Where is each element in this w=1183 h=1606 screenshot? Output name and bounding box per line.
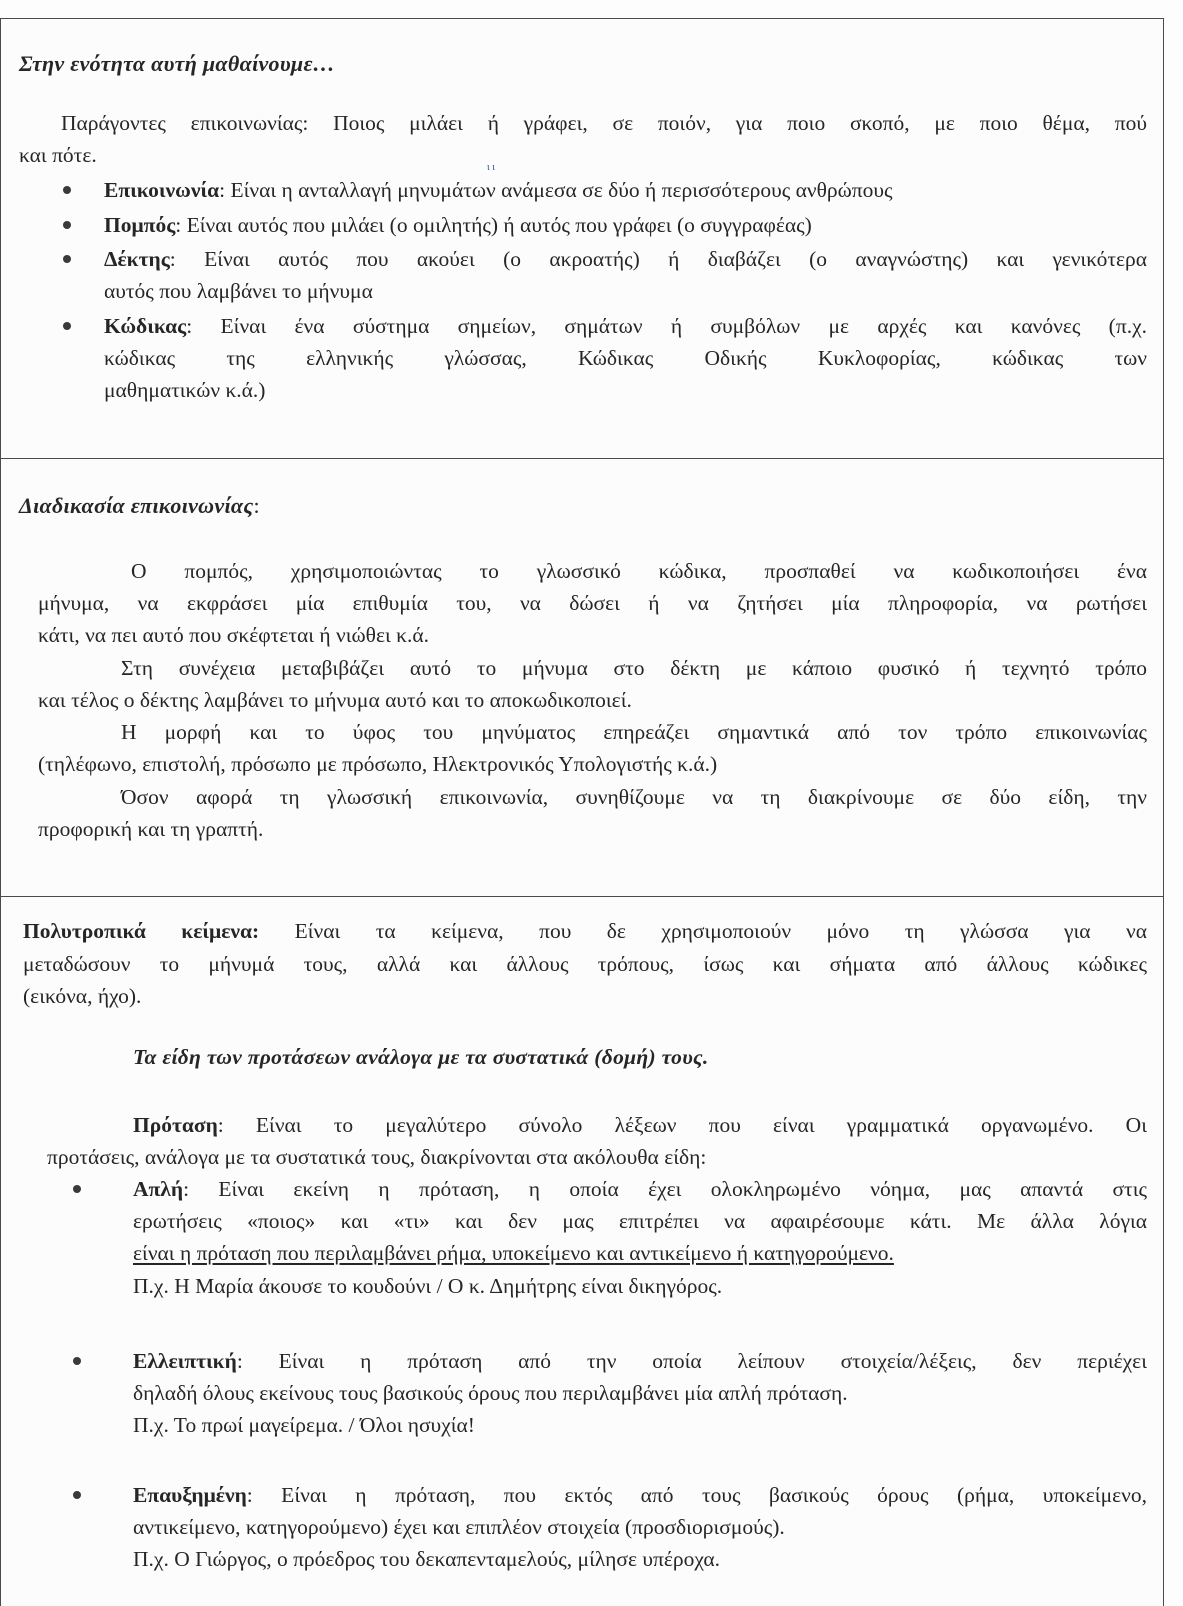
bullet-icon bbox=[63, 221, 71, 229]
process-p2-line2: και τέλος ο δέκτης λαμβάνει το μήνυμα αυτό και το αποκωδικοποιεί. bbox=[38, 688, 632, 712]
section-learning-box bbox=[0, 18, 1164, 460]
process-p4-line1: Όσον αφορά τη γλωσσική επικοινωνία, συνηθίζουμε να τη διακρίνουμε σε δύο είδη, την bbox=[121, 785, 1147, 809]
definition-sender: Πομπός: Είναι αυτός που μιλάει (ο ομιλητής) ή αυτός που γράφει (ο συγγραφέας) bbox=[104, 213, 812, 237]
multimodal-line1: Πολυτροπικά κείμενα: Είναι τα κείμενα, που δε χρησιμοποιούν μόνο τη γλώσσα για να bbox=[23, 919, 1147, 943]
elliptical-sentence-line1: Ελλειπτική: Είναι η πρόταση από την οποία λείπουν στοιχεία/λέξεις, δεν περιέχει bbox=[133, 1349, 1147, 1373]
bullet-icon bbox=[63, 186, 71, 194]
bullet-icon bbox=[73, 1357, 81, 1365]
factors-line-2: και πότε. bbox=[19, 143, 97, 167]
simple-sentence-example: Π.χ. Η Μαρία άκουσε το κουδούνι / Ο κ. Δημήτρης είναι δικηγόρος. bbox=[133, 1274, 723, 1298]
term-elliptical: Ελλειπτική bbox=[133, 1349, 237, 1373]
definition-receiver: Δέκτης: Είναι αυτός που ακούει (ο ακροατής) ή διαβάζει (ο αναγνώστης) και γενικότερα bbox=[104, 247, 1147, 271]
definition-code-cont-2: μαθηματικών κ.ά.) bbox=[104, 378, 266, 402]
elliptical-sentence-example: Π.χ. Το πρωί μαγείρεμα. / Όλοι ησυχία! bbox=[133, 1413, 475, 1437]
communication-process-heading: Διαδικασία επικοινωνίας: bbox=[19, 493, 260, 518]
sentence-types-heading: Τα είδη των προτάσεων ανάλογα με τα συστατικά (δομή) τους. bbox=[133, 1045, 709, 1069]
process-p3-line2: (τηλέφωνο, επιστολή, πρόσωπο με πρόσωπο, Ηλεκτρονικός Υπολογιστής κ.ά.) bbox=[38, 752, 718, 776]
handwritten-mark: ι ι bbox=[487, 162, 495, 173]
process-p2-line1: Στη συνέχεια μεταβιβάζει αυτό το μήνυμα στο δέκτη με κάποιο φυσικό ή τεχνητό τρόπο bbox=[121, 656, 1147, 680]
process-p4-line2: προφορική και τη γραπτή. bbox=[38, 817, 264, 841]
sentence-definition-line2: προτάσεις, ανάλογα με τα συστατικά τους, διακρίνονται στα ακόλουθα είδη: bbox=[47, 1145, 707, 1169]
term-multimodal: Πολυτροπικά κείμενα: bbox=[23, 919, 260, 943]
factors-line-1: Παράγοντες επικοινωνίας: Ποιος μιλάει ή γράφει, σε ποιόν, για ποιο σκοπό, με ποιο θέμα, πού bbox=[61, 111, 1147, 135]
bullet-icon bbox=[73, 1185, 81, 1193]
term-receiver: Δέκτης bbox=[104, 247, 170, 271]
bullet-icon bbox=[63, 322, 71, 330]
term-sender: Πομπός bbox=[104, 213, 176, 237]
process-p1-line1: Ο πομπός, χρησιμοποιώντας το γλωσσικό κώδικα, προσπαθεί να κωδικοποιήσει ένα bbox=[131, 559, 1147, 583]
section-learning-heading: Στην ενότητα αυτή μαθαίνουμε… bbox=[19, 51, 336, 76]
term-sentence: Πρόταση bbox=[133, 1113, 218, 1137]
extended-sentence-line1: Επαυξημένη: Είναι η πρόταση, που εκτός από τους βασικούς όρους (ρήμα, υποκείμενο, bbox=[133, 1483, 1147, 1507]
sentence-definition-line1: Πρόταση: Είναι το μεγαλύτερο σύνολο λέξεων που είναι γραμματικά οργανωμένο. Οι bbox=[133, 1113, 1147, 1137]
definition-code: Κώδικας: Είναι ένα σύστημα σημείων, σημάτων ή συμβόλων με αρχές και κανόνες (π.χ. bbox=[104, 314, 1147, 338]
term-code: Κώδικας bbox=[104, 314, 187, 338]
communication-process-box bbox=[0, 458, 1164, 898]
simple-sentence-line3: είναι η πρόταση που περιλαμβάνει ρήμα, υποκείμενο και αντικείμενο ή κατηγορούμενο. bbox=[133, 1241, 894, 1265]
term-communication: Επικοινωνία bbox=[104, 178, 220, 202]
term-simple: Απλή bbox=[133, 1177, 184, 1201]
extended-sentence-line2: αντικείμενο, κατηγορούμενο) έχει και επιπλέον στοιχεία (προσδιορισμούς). bbox=[133, 1515, 785, 1539]
definition-communication: Επικοινωνία: Είναι η ανταλλαγή μηνυμάτων ανάμεσα σε δύο ή περισσότερους ανθρώπους bbox=[104, 178, 893, 202]
elliptical-sentence-line2: δηλαδή όλους εκείνους τους βασικούς όρους που περιλαμβάνει μία απλή πρόταση. bbox=[133, 1381, 848, 1405]
simple-sentence-line1: Απλή: Είναι εκείνη η πρόταση, η οποία έχει ολοκληρωμένο νόημα, μας απαντά στις bbox=[133, 1177, 1147, 1201]
process-p1-line3: κάτι, να πει αυτό που σκέφτεται ή νιώθει κ.ά. bbox=[38, 623, 429, 647]
multimodal-line2: μεταδώσουν το μήνυμά τους, αλλά και άλλους τρόπους, ίσως και σήματα από άλλους κώδικες bbox=[23, 952, 1147, 976]
multimodal-line3: (εικόνα, ήχο). bbox=[23, 984, 142, 1008]
definition-code-cont-1: κώδικας της ελληνικής γλώσσας, Κώδικας Οδικής Κυκλοφορίας, κώδικας των bbox=[104, 346, 1147, 370]
simple-sentence-line2: ερωτήσεις «ποιος» και «τι» και δεν μας επιτρέπει να αφαιρέσουμε κάτι. Με άλλα λόγια bbox=[133, 1209, 1147, 1233]
texts-and-sentences-box bbox=[0, 896, 1164, 1606]
bullet-icon bbox=[73, 1491, 81, 1499]
definition-receiver-cont: αυτός που λαμβάνει το μήνυμα bbox=[104, 279, 373, 303]
extended-sentence-example: Π.χ. Ο Γιώργος, ο πρόεδρος του δεκαπενταμελούς, μίλησε υπέροχα. bbox=[133, 1547, 721, 1571]
process-p1-line2: μήνυμα, να εκφράσει μία επιθυμία του, να δώσει ή να ζητήσει μία πληροφορία, να ρωτήσει bbox=[38, 591, 1147, 615]
term-extended: Επαυξημένη bbox=[133, 1483, 247, 1507]
process-p3-line1: Η μορφή και το ύφος του μηνύματος επηρεάζει σημαντικά από τον τρόπο επικοινωνίας bbox=[121, 720, 1147, 744]
bullet-icon bbox=[63, 255, 71, 263]
